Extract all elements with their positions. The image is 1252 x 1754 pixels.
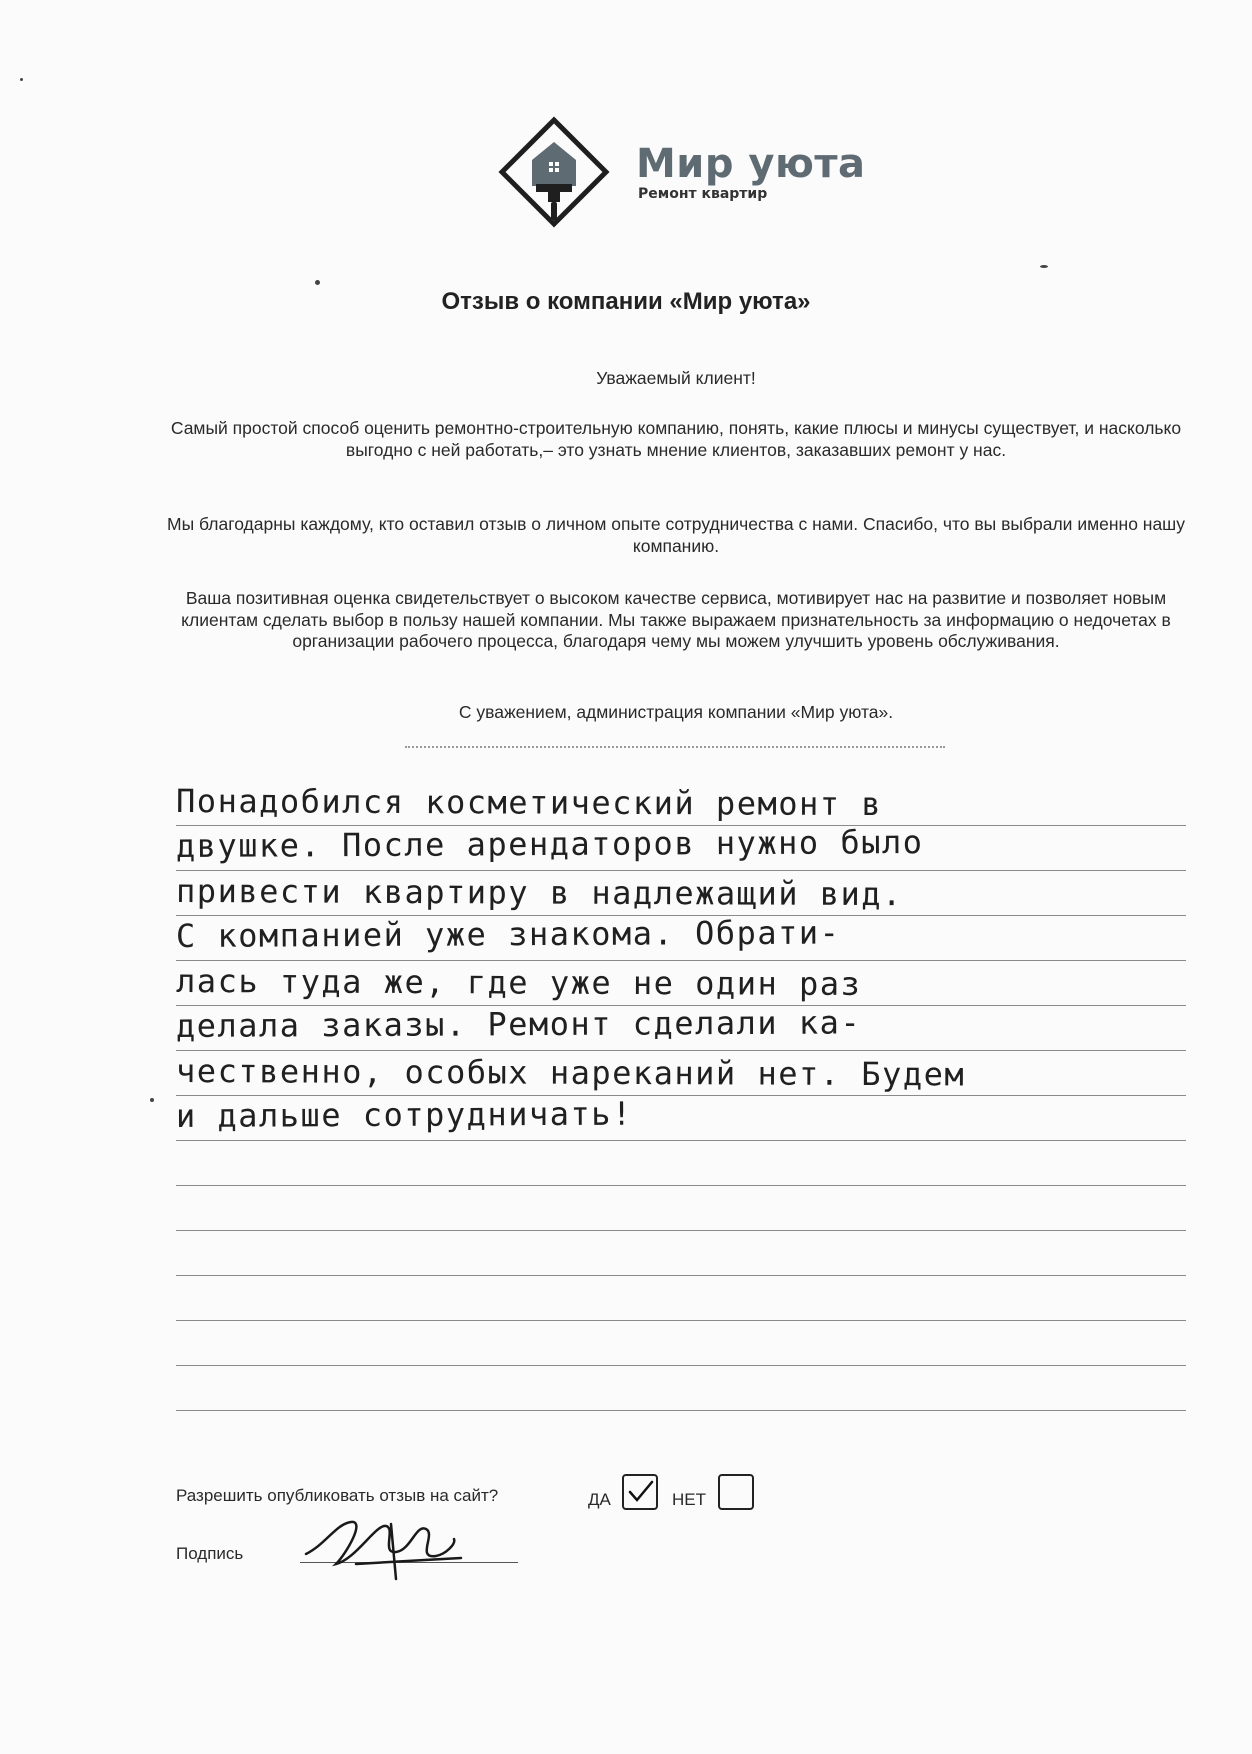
ruled-line	[176, 1275, 1186, 1276]
publish-consent-question: Разрешить опубликовать отзыв на сайт?	[176, 1486, 499, 1505]
ruled-line	[176, 1365, 1186, 1366]
ruled-line	[176, 1230, 1186, 1231]
ruled-line	[176, 1185, 1186, 1186]
ruled-line	[176, 1140, 1186, 1141]
scan-speck	[315, 280, 320, 285]
intro-paragraph: Самый простой способ оценить ремонтно-строительную компанию, понять, какие плюсы и минусы существует, и насколько выгодно с ней работать,– это узнать мнение клиентов, заказавших ремонт у нас.	[170, 418, 1182, 460]
consent-yes-checkbox[interactable]	[622, 1474, 658, 1510]
ruled-line	[176, 960, 1186, 961]
review-line: и дальше сотрудничать!	[175, 1094, 633, 1135]
ruled-line	[176, 1320, 1186, 1321]
brand-tagline: Ремонт квартир	[638, 186, 768, 202]
thanks-paragraph: Мы благодарны каждому, кто оставил отзыв о личном опыте сотрудничества с нами. Спасибо, что вы выбрали именно нашу компанию.	[167, 514, 1185, 556]
review-line: привести квартиру в надлежащий вид.	[176, 872, 903, 914]
ruled-line	[176, 1050, 1186, 1051]
consent-no-checkbox[interactable]	[718, 1474, 754, 1510]
scan-speck	[1040, 265, 1048, 268]
house-brush-logo-icon	[496, 116, 612, 228]
scan-speck	[150, 1098, 154, 1102]
signature-label: Подпись	[176, 1544, 244, 1563]
handwritten-signature	[296, 1504, 466, 1584]
document-title: Отзыв о компании «Мир уюта»	[441, 288, 811, 315]
review-line: двушке. После арендаторов нужно было	[175, 823, 924, 865]
brand-name: Мир уюта	[636, 141, 866, 187]
review-line: делала заказы. Ремонт сделали ка-	[175, 1003, 862, 1045]
closing-line: С уважением, администрация компании «Мир уюта».	[458, 702, 894, 722]
divider	[405, 746, 945, 748]
ruled-line	[176, 870, 1186, 871]
review-line: Понадобился косметический ремонт в	[176, 782, 883, 824]
scan-speck	[20, 78, 23, 81]
consent-no-label: НЕТ	[672, 1490, 706, 1509]
checkmark-icon	[624, 1476, 656, 1508]
review-line: чественно, особых нареканий нет. Будем	[176, 1052, 966, 1094]
consent-yes-label: ДА	[588, 1490, 611, 1509]
company-logo	[496, 116, 866, 228]
review-line: С компанией уже знакома. Обрати-	[175, 913, 841, 955]
review-line: лась туда же, где уже не один раз	[176, 962, 862, 1003]
feedback-paragraph: Ваша позитивная оценка свидетельствует о высоком качестве сервиса, мотивирует нас на развитие и позволяет новым клиентам сделать выбор в пользу нашей компании. Мы также выражаем признательность за информацию о недочетах в организации рабочего процесса, благодаря чему мы можем улучшить уровень обслуживания.	[181, 588, 1171, 651]
ruled-line	[176, 1410, 1186, 1411]
greeting: Уважаемый клиент!	[596, 368, 756, 388]
